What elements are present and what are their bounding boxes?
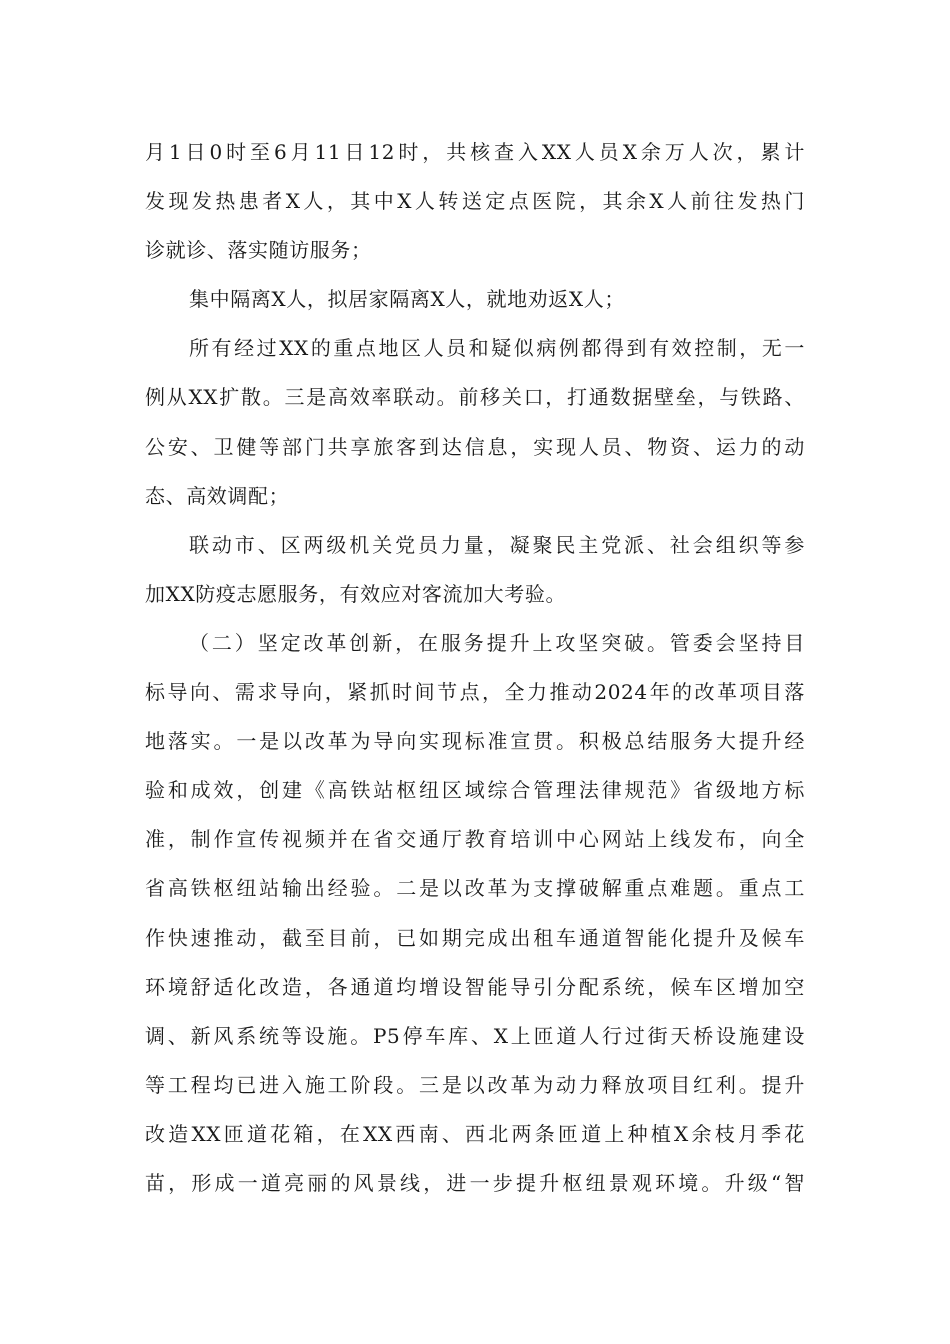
text-line: 调、新风系统等设施。P5停车库、X上匝道人行过街天桥设施建设 (145, 1023, 805, 1048)
text-line: 作快速推动，截至目前，已如期完成出租车通道智能化提升及候车 (145, 925, 805, 950)
text-line: 环境舒适化改造，各通道均增设智能导引分配系统，候车区增加空 (145, 974, 805, 999)
text-line: 苗，形成一道亮丽的风景线，进一步提升枢纽景观环境。升级“智 (145, 1170, 805, 1195)
text-line: 准，制作宣传视频并在省交通厅教育培训中心网站上线发布，向全 (145, 827, 805, 852)
text-line: 验和成效，创建《高铁站枢纽区域综合管理法律规范》省级地方标 (145, 778, 805, 803)
text-line: 诊就诊、落实随访服务； (145, 238, 372, 263)
paragraph-1 (145, 128, 805, 275)
text-line: 月1日0时至6月11日12时，共核查入XX人员X余万人次，累计 (145, 140, 805, 164)
text-line: 省高铁枢纽站输出经验。二是以改革为支撑破解重点难题。重点工 (145, 876, 805, 901)
text-line: 发现发热患者X人，其中X人转送定点医院，其余X人前往发热门 (145, 189, 805, 214)
text-line: 加XX防疫志愿服务，有效应对客流加大考验。 (145, 581, 567, 606)
text-line: 所有经过XX的重点地区人员和疑似病例都得到有效控制，无一 (189, 336, 805, 361)
text-line: 例从XX扩散。三是高效率联动。前移关口，打通数据壁垒，与铁路、 (145, 385, 805, 410)
text-line: 公安、卫健等部门共享旅客到达信息，实现人员、物资、运力的动 (145, 434, 805, 459)
paragraph-4 (145, 521, 805, 619)
text-line: 集中隔离X人，拟居家隔离X人，就地劝返X人； (189, 287, 625, 312)
text-line: 标导向、需求导向，紧抓时间节点，全力推动2024年的改革项目落 (145, 680, 805, 705)
text-line: 改造XX匝道花箱，在XX西南、西北两条匝道上种植X余枝月季花 (145, 1121, 805, 1146)
text-line: 态、高效调配； (145, 483, 290, 508)
text-line: 地落实。一是以改革为导向实现标准宣贯。积极总结服务大提升经 (145, 729, 805, 754)
text-line: （二）坚定改革创新，在服务提升上攻坚突破。管委会坚持目 (189, 630, 805, 655)
paragraph-3 (145, 324, 805, 520)
paragraph-2 (145, 275, 805, 324)
text-line: 等工程均已进入施工阶段。三是以改革为动力释放项目红利。提升 (145, 1072, 805, 1097)
document-body (145, 128, 805, 1208)
paragraph-5 (145, 619, 805, 1208)
text-line: 联动市、区两级机关党员力量，凝聚民主党派、社会组织等参 (189, 532, 805, 557)
